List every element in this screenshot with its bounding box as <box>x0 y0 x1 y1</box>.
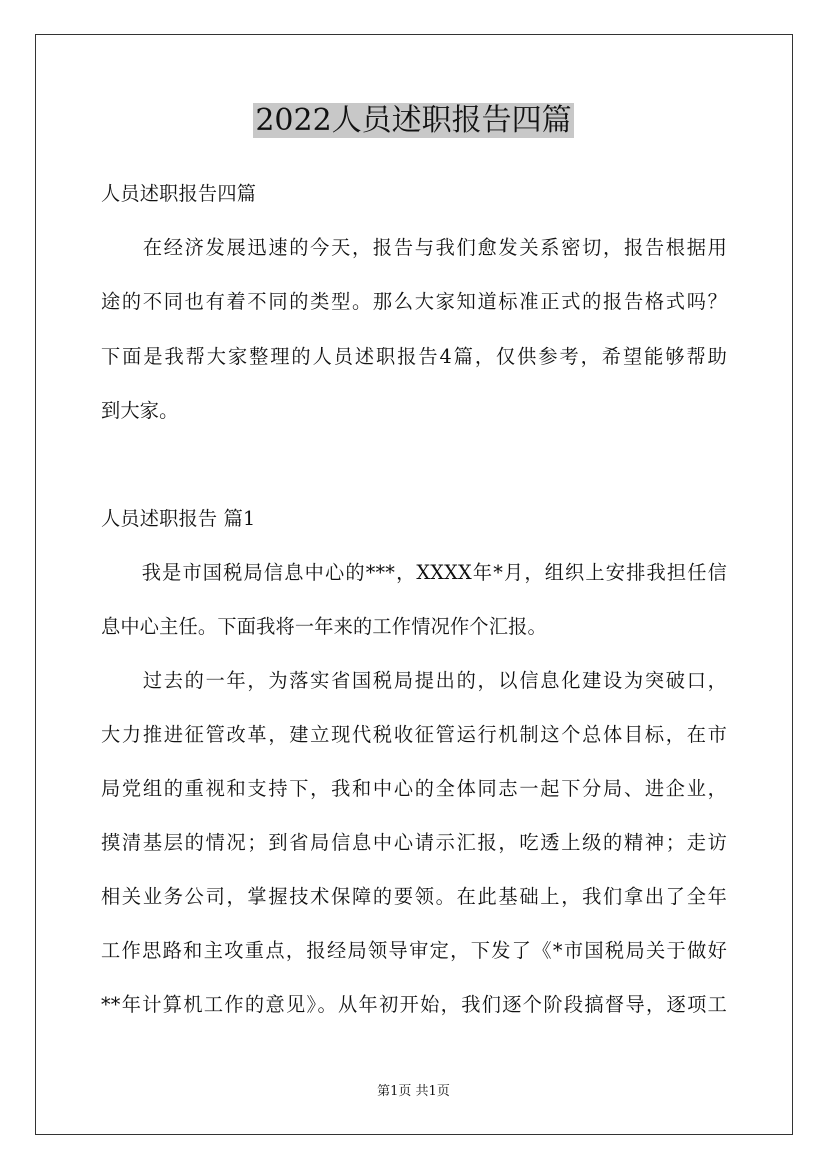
paragraph-line: 相关业务公司，掌握技术保障的要领。在此基础上，我们拿出了全年 <box>101 885 727 908</box>
section-heading: 人员述职报告四篇 <box>101 182 257 205</box>
paragraph-line: **年计算机工作的意见》。从年初开始，我们逐个阶段搞督导，逐项工 <box>101 993 727 1016</box>
paragraph-line: 工作思路和主攻重点，报经局领导审定，下发了《*市国税局关于做好 <box>101 939 727 962</box>
paragraph-line: 大力推进征管改革，建立现代税收征管运行机制这个总体目标，在市 <box>101 723 727 746</box>
document-title: 2022人员述职报告四篇 <box>255 103 572 138</box>
paragraph-line: 过去的一年，为落实省国税局提出的，以信息化建设为突破口， <box>101 669 727 692</box>
section-heading: 人员述职报告 篇1 <box>101 507 256 530</box>
paragraph-line: 摸清基层的情况；到省局信息中心请示汇报，吃透上级的精神；走访 <box>101 831 727 854</box>
document-title-block <box>0 101 827 141</box>
page-footer: 第1页 共1页 <box>377 1084 450 1099</box>
paragraph-line: 在经济发展迅速的今天，报告与我们愈发关系密切，报告根据用 <box>101 236 727 259</box>
paragraph-line: 息中心主任。下面我将一年来的工作情况作个汇报。 <box>101 615 547 638</box>
paragraph-line: 下面是我帮大家整理的人员述职报告4篇，仅供参考，希望能够帮助 <box>101 345 727 368</box>
paragraph-line: 到大家。 <box>101 399 179 422</box>
paragraph-line: 局党组的重视和支持下，我和中心的全体同志一起下分局、进企业， <box>101 777 727 800</box>
paragraph-line: 我是市国税局信息中心的***，XXXX年*月，组织上安排我担任信 <box>101 561 727 584</box>
paragraph-line: 途的不同也有着不同的类型。那么大家知道标准正式的报告格式吗？ <box>101 290 727 313</box>
